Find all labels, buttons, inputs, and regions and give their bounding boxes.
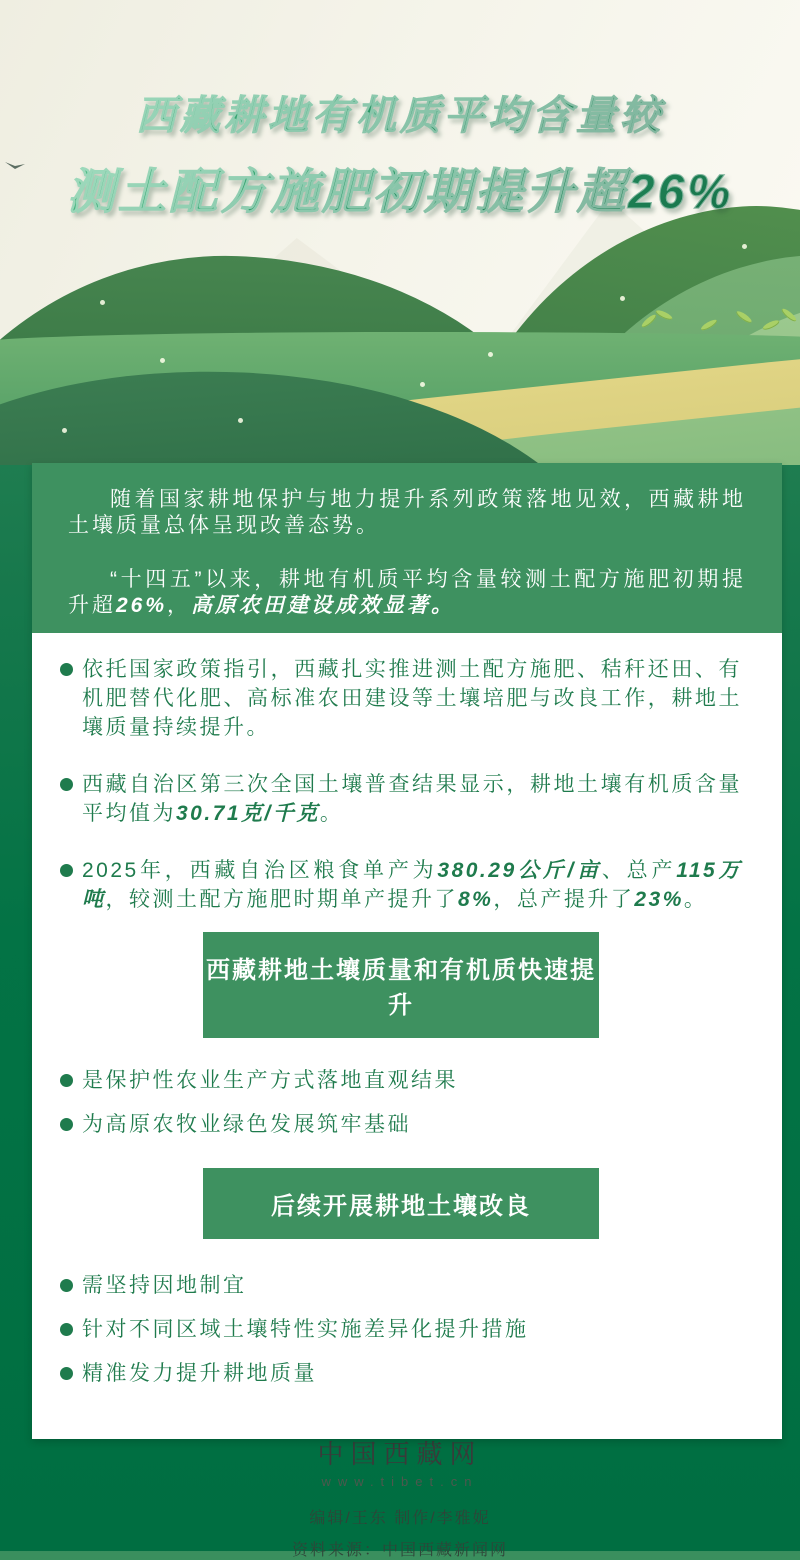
section-banner-improvement: 后续开展耕地土壤改良 xyxy=(203,1168,599,1239)
improvement-point-2 xyxy=(60,1317,742,1343)
quality-point-2 xyxy=(60,1112,742,1138)
quality-point-1 xyxy=(60,1068,742,1094)
fact-1-text: 依托国家政策指引，西藏扎实推进测土配方施肥、秸秆还田、有机肥替代化肥、高标准农田建设等土壤培肥与改良工作，耕地土壤质量持续提升。 xyxy=(82,658,742,739)
grass-speck xyxy=(62,428,67,433)
section-banner-quality: 西藏耕地土壤质量和有机质快速提升 xyxy=(203,932,599,1038)
quality-point-1-text: 是保护性农业生产方式落地直观结果 xyxy=(82,1069,458,1092)
title-line1: 西藏耕地有机质平均含量较 xyxy=(0,84,800,141)
source-line: 资料来源：中国西藏新闻网 xyxy=(291,1542,508,1559)
fact-3-number-yield: 380.29公斤/亩 xyxy=(437,859,602,882)
fact-item-3 xyxy=(60,856,742,914)
fact-3-text-a: 2025年，西藏自治区粮食单产为 xyxy=(82,859,438,882)
fact-2-period: 。 xyxy=(319,802,344,825)
intro-paragraph-1: 随着国家耕地保护与地力提升系列政策落地见效，西藏耕地土壤质量总体呈现改善态势。 xyxy=(68,488,746,537)
intro-p2-text: “十四五”以来，耕地有机质平均含量较测土配方施肥初期提升超 xyxy=(68,568,746,617)
facts-section xyxy=(32,633,782,1439)
content-card xyxy=(32,463,782,1439)
improvement-point-1 xyxy=(60,1273,742,1299)
grass-speck xyxy=(160,358,165,363)
fact-3-period: 。 xyxy=(683,888,708,911)
improvement-point-2-text: 针对不同区域土壤特性实施差异化提升措施 xyxy=(82,1318,529,1341)
fact-2-text: 西藏自治区第三次全国土壤普查结果显示，耕地土壤有机质含量平均值为 xyxy=(82,773,742,825)
page-title xyxy=(0,84,800,222)
grass-speck xyxy=(100,300,105,305)
grass-speck xyxy=(488,352,493,357)
fact-3-number-pct2: 23% xyxy=(634,888,684,911)
fact-3-number-total: 115万吨 xyxy=(82,859,742,911)
intro-p2-comma: ， xyxy=(167,594,192,617)
hero-illustration xyxy=(0,0,800,465)
grass-speck xyxy=(742,244,747,249)
quality-point-2-text: 为高原农牧业绿色发展筑牢基础 xyxy=(82,1113,411,1136)
improvement-point-3 xyxy=(60,1361,742,1387)
fact-3-text-d: ，总产提升了 xyxy=(493,888,635,911)
improvement-point-3-text: 精准发力提升耕地质量 xyxy=(82,1362,317,1385)
intro-section xyxy=(32,463,782,633)
fact-item-1 xyxy=(60,655,742,742)
fact-3-number-pct1: 8% xyxy=(458,888,494,911)
improvement-point-1-text: 需坚持因地制宜 xyxy=(82,1274,247,1297)
site-url: www.tibet.cn xyxy=(321,1474,479,1489)
fact-item-2 xyxy=(60,770,742,828)
improvement-points-list xyxy=(60,1273,742,1387)
site-name: 中国西藏网 xyxy=(317,1439,483,1469)
quality-points-list xyxy=(60,1068,742,1138)
fact-3-text-c: ，较测土配方施肥时期单产提升了 xyxy=(105,888,458,911)
grass-speck xyxy=(420,382,425,387)
facts-list xyxy=(60,655,742,914)
intro-p2-number: 26% xyxy=(116,594,168,617)
intro-p2-highlight: 高原农田建设成效显著。 xyxy=(191,594,456,617)
fact-2-number: 30.71克/千克 xyxy=(176,802,320,825)
grass-speck xyxy=(238,418,243,423)
title-line2: 测土配方施肥初期提升超26% xyxy=(0,153,800,222)
intro-paragraph-2 xyxy=(68,567,746,619)
credits-line: 编辑/王东 制作/李雅妮 xyxy=(309,1510,491,1527)
grass-speck xyxy=(620,296,625,301)
fact-3-text-b: 、总产 xyxy=(601,859,677,882)
